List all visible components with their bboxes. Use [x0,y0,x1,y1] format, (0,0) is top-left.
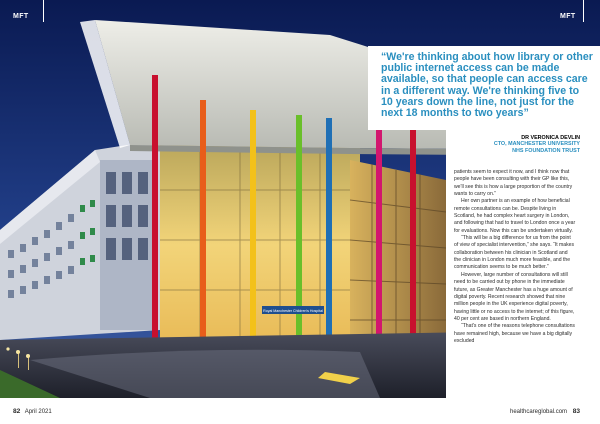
left-page-number: 82 [13,408,21,415]
entrance-sign-text: Royal Manchester Children's Hospital [263,309,323,313]
body-paragraph: “This will be a big difference for us from the point of view of specialist intervention,” she says. “It makes collaboration between his clinician in Scotland and the clinician in London much more feasible, and the communication seems to be much better.” [454,235,575,271]
footer-right [510,408,580,415]
running-head-right: MFT [560,13,576,20]
attribution-title-line1: CTO, MANCHESTER UNIVERSITY [493,141,580,148]
website-link[interactable]: healthcareglobal.com [510,409,568,415]
pull-quote: “We're thinking about how library or other public internet access can be made available, so that people can access care in a different way. We're thinking five to 10 years down the line, not just for the next 18 months to two years” [381,51,593,120]
article-body [454,169,576,345]
attribution-title-line2: NHS FOUNDATION TRUST [512,147,580,154]
body-paragraph: patients seem to expect it now, and I think now that people have been consulting with their GP like this, we'll see this is how a large proportion of the country wants to carry on.” [454,169,573,198]
left-rule-tick [43,0,44,22]
issue-date: April 2021 [24,409,52,415]
footer-left [13,408,52,415]
quote-attribution [446,135,580,154]
right-page-number: 83 [572,408,581,415]
body-paragraph: “That's one of the reasons telephone consultations have remained high, because we have a big digitally excluded [454,323,575,344]
attribution-name: DR VERONICA DEVLIN [521,135,580,141]
right-rule-tick [583,0,584,22]
running-head-left: MFT [13,13,29,20]
body-paragraph: However, large number of consultations will still need to be carried out by phone in the immediate future, as Greater Manchester has a huge amount of digital poverty. Recent research showed that nine million people in the UK experience digital poverty, having little or no access to the internet; of this figure, 40 per cent are based in northern England. [454,271,575,322]
body-paragraph: Her own partner is an example of how beneficial remote consultations can be. Despite living in Scotland, he had complex heart surgery in London, and following that had to travel to London once a year for evaluations. Now this can be undertaken virtually. [454,198,576,234]
